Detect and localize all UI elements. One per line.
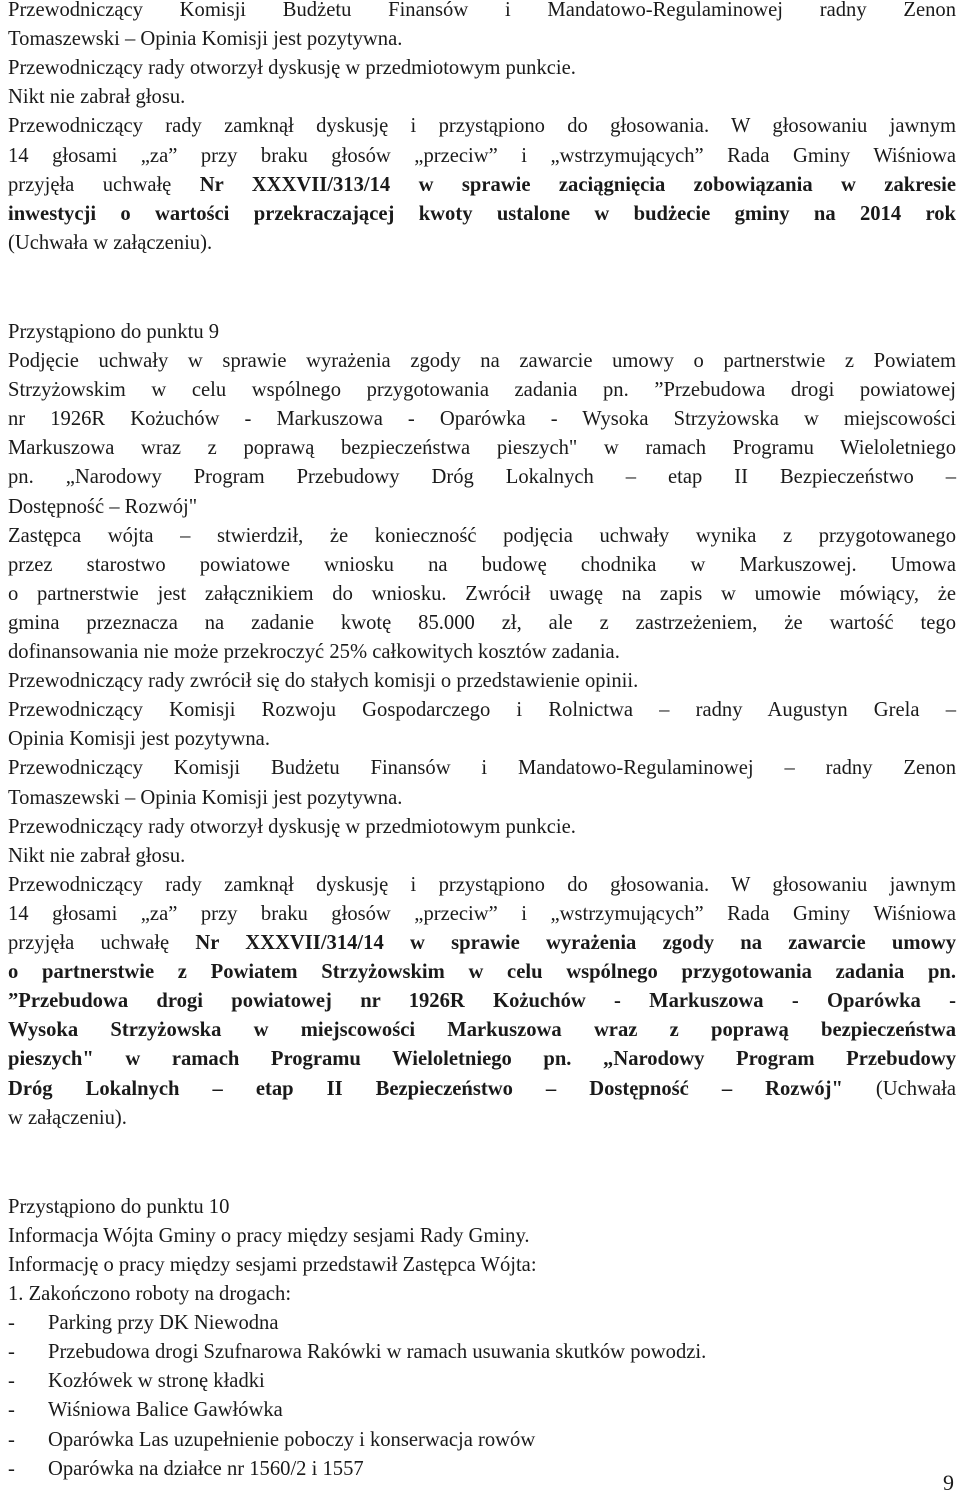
- list-dash: -: [8, 1370, 15, 1393]
- text-line: pn. „Narodowy Program Przebudowy Dróg Lokalnych – etap II Bezpieczeństwo –: [8, 466, 956, 489]
- text-line: Przewodniczący rady otworzył dyskusję w przedmiotowym punkcie.: [8, 815, 576, 838]
- text-line: [8, 1367, 956, 1396]
- text-line: dofinansowania nie może przekroczyć 25% całkowitych kosztów zadania.: [8, 641, 620, 663]
- text-line: o partnerstwie jest załącznikiem do wniosku. Zwrócił uwagę na zapis w umowie mówiący, że: [8, 582, 956, 605]
- bold-text: Nr XXXVII/313/14 w sprawie zaciągnięcia zobowiązania w zakresie: [199, 173, 956, 196]
- text-line: Strzyżowskim w celu wspólnego przygotowania zadania pn. ”Przebudowa drogi powiatowej: [8, 379, 956, 402]
- text-line: Nikt nie zabrał głosu.: [8, 86, 186, 109]
- text-line: Nikt nie zabrał głosu.: [8, 844, 186, 867]
- text-line: Opinia Komisji jest pozytywna.: [8, 728, 270, 751]
- text-line: Markuszowa wraz z poprawą bezpieczeństwa pieszych" w ramach Programu Wieloletniego: [8, 437, 956, 460]
- list-dash: -: [8, 1312, 15, 1335]
- list-dash: -: [8, 1341, 15, 1364]
- list-item-text: Oparówka na działce nr 1560/2 i 1557: [48, 1457, 364, 1480]
- bold-text: Dróg Lokalnych – etap II Bezpieczeństwo – Dostępność – Rozwój": [8, 1077, 843, 1100]
- bold-text: Nr XXXVII/314/14 w sprawie wyrażenia zgody na zawarcie umowy: [195, 932, 956, 954]
- text-line: Dostępność – Rozwój": [8, 495, 198, 518]
- text-line: Tomaszewski – Opinia Komisji jest pozytywna.: [8, 786, 403, 809]
- list-item-text: Przebudowa drogi Szufnarowa Rakówki w ramach usuwania skutków powodzi.: [48, 1341, 707, 1364]
- text-line: Tomaszewski – Opinia Komisji jest pozytywna.: [8, 28, 403, 51]
- text-line: Przewodniczący Komisji Budżetu Finansów i Mandatowo-Regulaminowej – radny Zenon: [8, 757, 956, 780]
- text-line: przez starostwo powiatowe wniosku na budowę chodnika w Markuszowej. Umowa: [8, 553, 956, 576]
- page-number: 9: [943, 1470, 954, 1495]
- text-line: Podjęcie uchwały w sprawie wyrażenia zgody na zawarcie umowy o partnerstwie z Powiatem: [8, 350, 956, 372]
- text-line: ”Przebudowa drogi powiatowej nr 1926R Kożuchów - Markuszowa - Oparówka -: [8, 990, 956, 1013]
- text-line: gmina przeznacza na zadanie kwotę 85.000 zł, ale z zastrzeżeniem, że wartość tego: [8, 611, 956, 634]
- text-line: Przewodniczący rady zamknął dyskusję i przystąpiono do głosowania. W głosowaniu jawnym: [8, 115, 956, 138]
- text-line: o partnerstwie z Powiatem Strzyżowskim w celu wspólnego przygotowania zadania pn.: [8, 961, 956, 984]
- text-line: pieszych" w ramach Programu Wieloletniego pn. „Narodowy Program Przebudowy: [8, 1048, 956, 1071]
- text-line: 14 głosami „za” przy braku głosów „przeciw” i „wstrzymujących” Rada Gminy Wiśniowa: [8, 902, 956, 925]
- list-item-text: Parking przy DK Niewodna: [48, 1312, 279, 1335]
- list-dash: -: [8, 1457, 15, 1480]
- text-line: Przewodniczący Komisji Rozwoju Gospodarczego i Rolnictwa – radny Augustyn Grela –: [8, 699, 956, 722]
- text-line: Wysoka Strzyżowska w miejscowości Markuszowa wraz z poprawą bezpieczeństwa: [8, 1019, 956, 1042]
- text-line: [8, 1309, 956, 1338]
- text-line: nr 1926R Kożuchów - Markuszowa - Oparówka - Wysoka Strzyżowska w miejscowości: [8, 408, 956, 431]
- text-line: w załączeniu).: [8, 1106, 127, 1129]
- text-line: Przewodniczący rady otworzył dyskusję w przedmiotowym punkcie.: [8, 57, 576, 80]
- text-span: (Uchwała: [842, 1077, 956, 1100]
- text-line: [8, 1075, 956, 1104]
- list-item-text: Kozłówek w stronę kładki: [48, 1370, 265, 1393]
- text-line: [8, 929, 956, 958]
- text-line: 1. Zakończono roboty na drogach:: [8, 1283, 292, 1305]
- text-line: [8, 1455, 956, 1484]
- text-line: (Uchwała w załączeniu).: [8, 231, 213, 254]
- list-dash: -: [8, 1399, 15, 1422]
- text-line: inwestycji o wartości przekraczającej kwoty ustalone w budżecie gminy na 2014 rok: [8, 202, 956, 225]
- text-line: Zastępca wójta – stwierdził, że konieczność podjęcia uchwały wynika z przygotowanego: [8, 524, 956, 547]
- text-line: Przystąpiono do punktu 9: [8, 320, 220, 343]
- text-line: Przystąpiono do punktu 10: [8, 1195, 230, 1218]
- text-line: [8, 1426, 956, 1455]
- text-line: Przewodniczący rady zwrócił się do stałych komisji o przedstawienie opinii.: [8, 670, 639, 693]
- text-span: przyjęła uchwałę: [8, 173, 200, 196]
- list-item-text: Oparówka Las uzupełnienie poboczy i konserwacja rowów: [48, 1428, 536, 1451]
- text-line: Informację o pracy między sesjami przedstawił Zastępca Wójta:: [8, 1253, 537, 1276]
- text-line: [8, 1338, 956, 1367]
- text-line: [8, 1396, 956, 1425]
- text-line: [8, 171, 956, 200]
- text-line: Przewodniczący rady zamknął dyskusję i przystąpiono do głosowania. W głosowaniu jawnym: [8, 873, 956, 896]
- text-span: przyjęła uchwałę: [8, 932, 196, 954]
- text-line: 14 głosami „za” przy braku głosów „przeciw” i „wstrzymujących” Rada Gminy Wiśniowa: [8, 144, 956, 167]
- list-dash: -: [8, 1428, 15, 1451]
- list-item-text: Wiśniowa Balice Gawłówka: [48, 1399, 283, 1422]
- text-line: Przewodniczący Komisji Budżetu Finansów i Mandatowo-Regulaminowej radny Zenon: [8, 0, 956, 21]
- text-line: Informacja Wójta Gminy o pracy między sesjami Rady Gminy.: [8, 1224, 530, 1247]
